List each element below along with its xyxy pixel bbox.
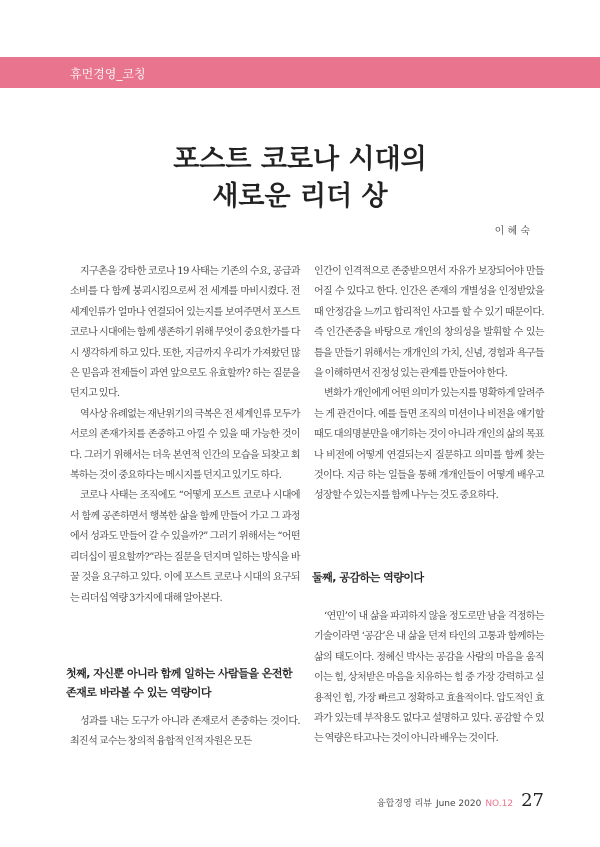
section-band: [0, 57, 600, 88]
page-footer: [377, 790, 544, 811]
left-bottom-text: [70, 712, 300, 753]
paragraph: 변화가 개인에게 어떤 의미가 있는지를 명확하게 알려주는 게 관건이다. 예를 들면 조직의 미션이나 비전을 얘기할 때도 대의명분만을 얘기하는 것이 아니라 개인의 삶의 목표나 비전에 어떻게 연결되는지 질문하고 의미를 함께 찾는 것이다. 지금 하는 일들을 통해 개개인들이 어떻게 배우고 성장할 수 있는지를 함께 나누는 것도 중요하다.: [314, 388, 544, 502]
left-column: [70, 262, 300, 609]
right-column: [314, 262, 544, 507]
section-label: 휴먼경영_코칭: [70, 67, 146, 81]
paragraph: 역사상 유례없는 재난위기의 극복은 전 세계인류 모두가 서로의 존재가치를 존중하고 아낄 수 있을 때 가능한 것이다. 그러기 위해서는 더욱 본연적 인간의 모습을 되찾고 회복하는 것이 중요하다는 메시지를 던지고 있기도 하다.: [70, 408, 300, 482]
issue-number: NO.12: [485, 799, 514, 809]
paragraph: 코로나 사태는 조직에도 “어떻게 포스트 코로나 시대에서 함께 공존하면서 행복한 삶을 함께 만들어 가고 그 과정에서 성과도 만들어 갈 수 있을까?” 그러기 위해서는 “어떤 리더십이 필요할까?”라는 질문을 던지며 일하는 방식을 바꿀 것을 요구하고 있다. 이에 포스트 코로나 시대의 요구되는 리더십 역량 3가지에 대해 알아본다.: [70, 490, 300, 604]
paragraph: 지구촌을 강타한 코로나 19 사태는 기존의 수요, 공급과 소비를 다 함께 붕괴시킴으로써 전 세계를 마비시켰다. 전 세계인류가 얼마나 연결되어 있는지를 보여주면서 포스트 코로나 시대에는 함께 생존하기 위해 무엇이 중요한가를 다시 생각하게 하고 있다. 또한, 지금까지 우리가 가져왔던 많은 믿음과 전제들이 과연 앞으로도 유효할까? 하는 질문을 던지고 있다.: [70, 266, 300, 400]
right-bottom-text: [314, 607, 544, 750]
paragraph: 인간이 인격적으로 존중받으면서 자유가 보장되어야 만들어질 수 있다고 한다. 인간은 존재의 개별성을 인정받았을 때 안정감을 느끼고 합리적인 사고를 할 수 있기 때문이다. 즉 인간존중을 바탕으로 개인의 창의성을 발휘할 수 있는 틈을 만들기 위해서는 개개인의 가치, 신념, 경험과 욕구들을 이해하면서 진정성 있는 관계를 만들어야 한다.: [314, 266, 544, 380]
paragraph: 성과를 내는 도구가 아니라 존재로서 존중하는 것이다. 최진석 교수는 창의적 융합적 인적 자원은 모든: [70, 716, 300, 748]
author-name: 이 혜 숙: [494, 226, 530, 237]
title-line-1: 포스트 코로나 시대의: [173, 144, 427, 175]
section-heading-1: 첫째, 자신뿐 아니라 함께 일하는 사람들을 온전한 존재로 바라볼 수 있는 역량이다: [66, 667, 293, 699]
title-line-2: 새로운 리더 상: [212, 181, 388, 212]
section-heading-2: 둘째, 공감하는 역량이다: [312, 571, 424, 584]
magazine-name: 융합경영 리뷰: [376, 799, 432, 809]
page-number: 27: [521, 790, 544, 811]
issue-date: June 2020: [435, 799, 482, 809]
paragraph: ‘연민’이 내 삶을 파괴하지 않을 정도로만 남을 걱정하는 기술이라면 ‘공감’은 내 삶을 던져 타인의 고통과 함께하는 삶의 태도이다. 정혜신 박사는 공감을 사람의 마음을 움직이는 힘, 상처받은 마음을 치유하는 힘 중 가장 강력하고 실용적인 힘, 가장 빠르고 정확하고 효율적이다. 압도적인 효과가 있는데 부작용도 없다고 설명하고 있다. 공감할 수 있는 역량은 타고나는 것이 아니라 배우는 것이다.: [314, 611, 544, 745]
